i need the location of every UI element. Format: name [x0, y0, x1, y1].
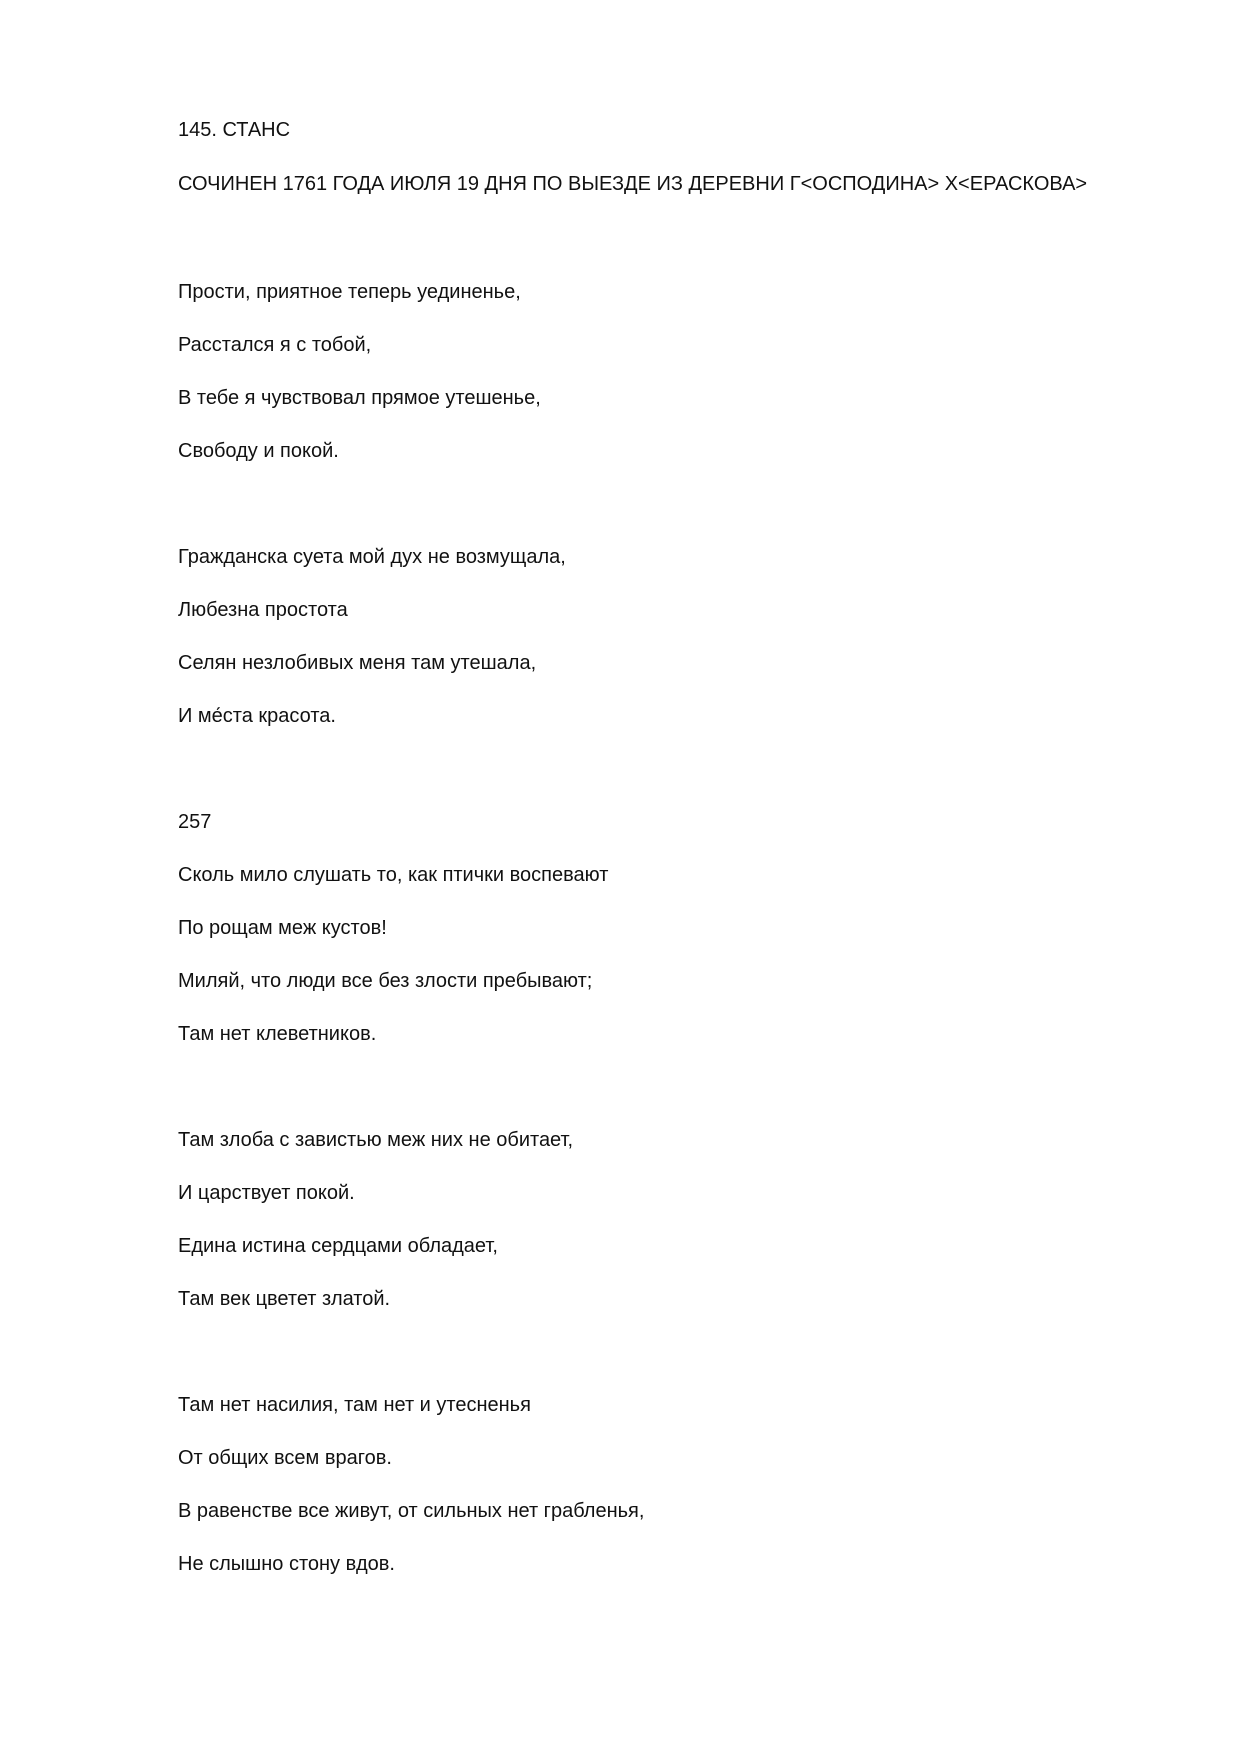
- verse-line: Прости, приятное теперь уединенье,: [178, 281, 521, 303]
- page-number: 257: [178, 811, 212, 833]
- verse-line: Там век цветет златой.: [178, 1288, 391, 1310]
- verse-line: Любезна простота: [178, 599, 348, 621]
- verse-line: Едина истина сердцами обладает,: [178, 1235, 498, 1257]
- verse-line: Миляй, что люди все без злости пребывают;: [178, 970, 593, 992]
- verse-line: В равенстве все живут, от сильных нет грабленья,: [178, 1500, 645, 1522]
- verse-line: И ме́ста красота.: [178, 705, 336, 727]
- verse-line: Свободу и покой.: [178, 440, 339, 462]
- verse-line: Не слышно стону вдов.: [178, 1553, 395, 1575]
- verse-line: Расстался я с тобой,: [178, 334, 372, 356]
- verse-line: В тебе я чувствовал прямое утешенье,: [178, 387, 541, 409]
- verse-line: Там нет насилия, там нет и утесненья: [178, 1394, 531, 1416]
- verse-line: Там нет клеветников.: [178, 1023, 377, 1045]
- verse-line: Гражданска суета мой дух не возмущала,: [178, 546, 566, 568]
- verse-line: Там злоба с завистью меж них не обитает,: [178, 1129, 574, 1151]
- verse-line: По рощам меж кустов!: [178, 917, 387, 939]
- verse-line: И царствует покой.: [178, 1182, 355, 1204]
- poem-subtitle: СОЧИНЕН 1761 ГОДА ИЮЛЯ 19 ДНЯ ПО ВЫЕЗДЕ ИЗ ДЕРЕВНИ Г<ОСПОДИНА> Х<ЕРАСКОВА>: [178, 173, 1088, 195]
- poem-title: 145. СТАНС: [178, 119, 291, 141]
- verse-line: Сколь мило слушать то, как птички воспевают: [178, 864, 609, 886]
- verse-line: От общих всем врагов.: [178, 1447, 392, 1469]
- verse-line: Селян незлобивых меня там утешала,: [178, 652, 537, 674]
